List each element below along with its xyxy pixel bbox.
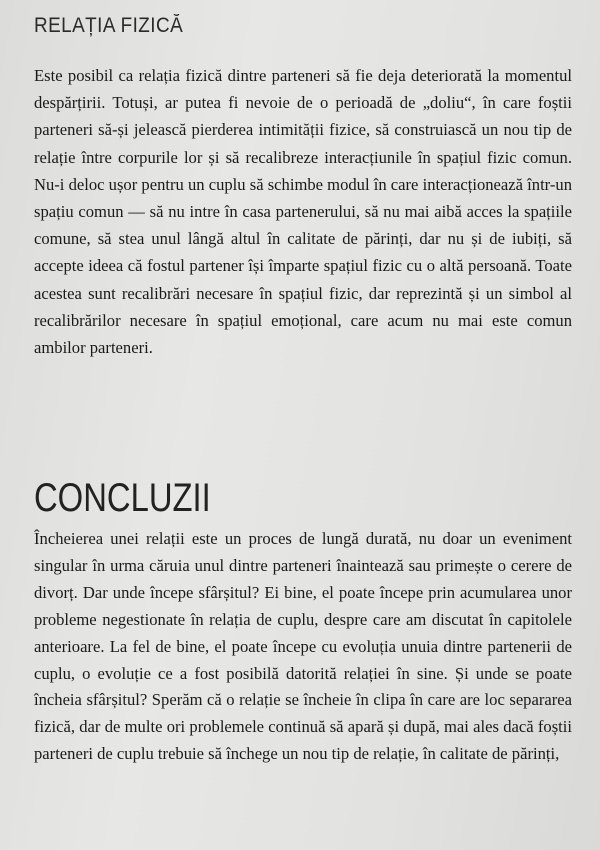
- section-concluzii: [34, 476, 572, 520]
- body-paragraph: Este posibil ca relația fizică dintre parteneri să fie deja deteriorată la momentul despărțirii. Totuși, ar putea fi nevoie de o perioadă de „doliu“, în care foștii parteneri să-și jelească pierderea intimității fizice, să construiască un nou tip de relație între corpurile lor și să recalibreze interacțiunile în spațiul fizic comun. Nu-i deloc ușor pentru un cuplu să schimbe modul în care interacționează într-un spațiu comun — să nu intre în casa partenerului, să nu mai aibă acces la spațiile comune, să stea unul lângă altul în calitate de părinți, dar nu și de iubiți, să accepte ideea că fostul partener își împarte spațiul fizic cu o altă persoană. Toate acestea sunt recalibrări necesare în spațiul fizic, dar reprezintă și un simbol al recalibrărilor necesare în spațiul emoțional, care acum nu mai este comun ambilor parteneri.: [34, 66, 572, 358]
- chapter-heading: CONCLUZII: [34, 476, 211, 520]
- section-heading: RELAȚIA FIZICĂ: [34, 14, 184, 37]
- section-concluzii-body: [34, 526, 572, 768]
- body-paragraph: Încheierea unei relații este un proces de lungă durată, nu doar un eveniment singular în urma căruia unul dintre parteneri înaintează sau primește o cerere de divorț. Dar unde începe sfârșitul? Ei bine, el poate începe prin acumularea unor probleme negestionate în relația de cuplu, despre care am discutat în capitolele anterioare. La fel de bine, el poate începe cu evoluția unuia dintre partenerii de cuplu, o evoluție ce a fost posibilă datorită relației în sine. Și unde se poate încheia sfârșitul? Sperăm că o relație se încheie în clipa în care are loc separarea fizică, dar de multe ori problemele continuă să apară și după, mai ales dacă foștii parteneri de cuplu trebuie să închege un nou tip de relație, în calitate de părinți,: [34, 529, 572, 764]
- section-relatia-fizica-body: [34, 62, 572, 361]
- section-relatia-fizica: [34, 14, 572, 38]
